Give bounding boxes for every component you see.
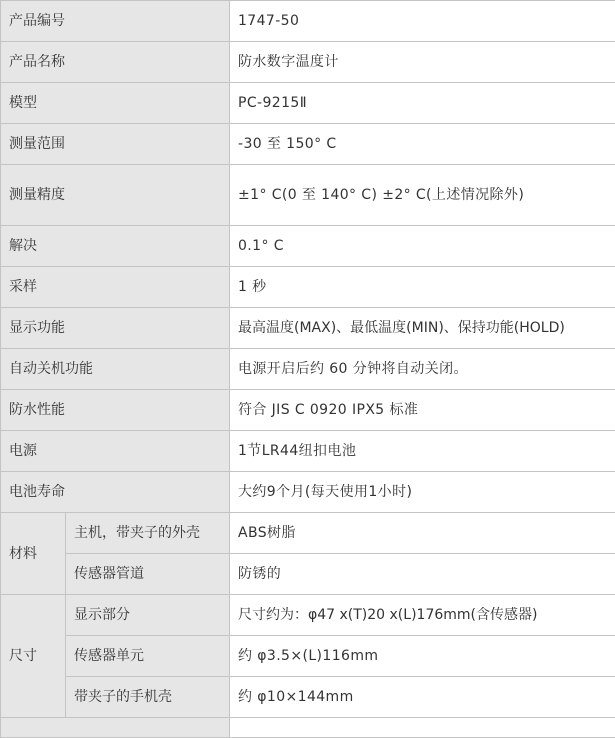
- spec-value-sensor-unit: 约 φ3.5×(L)116mm: [230, 636, 615, 677]
- spec-value-auto-power-off: 电源开启后约 60 分钟将自动关闭。: [230, 349, 615, 390]
- spec-label-product-name: 产品名称: [1, 42, 230, 83]
- spec-value-accuracy: ±1° C(0 至 140° C) ±2° C(上述情况除外): [230, 165, 615, 226]
- spec-row: [1, 513, 615, 554]
- spec-value-case-with-clip: 约 φ10×144mm: [230, 677, 615, 718]
- spec-value-sampling: 1 秒: [230, 267, 615, 308]
- spec-value-main-unit-case: ABS树脂: [230, 513, 615, 554]
- spec-label-model: 模型: [1, 83, 230, 124]
- spec-row: [1, 636, 615, 677]
- spec-value-measuring-range: -30 至 150° C: [230, 124, 615, 165]
- spec-value-product-name: 防水数字温度计: [230, 42, 615, 83]
- spec-label-accuracy: 测量精度: [1, 165, 230, 226]
- spec-row: [1, 267, 615, 308]
- spec-label-sampling: 采样: [1, 267, 230, 308]
- spec-value-waterproof: 符合 JIS C 0920 IPX5 标准: [230, 390, 615, 431]
- spec-row: [1, 431, 615, 472]
- spec-label-power-supply: 电源: [1, 431, 230, 472]
- spec-row: [1, 42, 615, 83]
- spec-label-dimensions: 尺寸: [1, 595, 66, 718]
- spec-value-battery-life: 大约9个月(每天使用1小时): [230, 472, 615, 513]
- spec-row: [1, 595, 615, 636]
- spec-value-display-function: 最高温度(MAX)、最低温度(MIN)、保持功能(HOLD): [230, 308, 615, 349]
- spec-value-display-part: 尺寸约为：φ47 x(T)20 x(L)176mm(含传感器): [230, 595, 615, 636]
- spec-label-battery-life: 电池寿命: [1, 472, 230, 513]
- spec-sublabel-main-unit-case: 主机，带夹子的外壳: [66, 513, 230, 554]
- spec-value-sensor-pipe: 防锈的: [230, 554, 615, 595]
- spec-value-model: PC-9215Ⅱ: [230, 83, 615, 124]
- spec-label-product-number: 产品编号: [1, 1, 230, 42]
- spec-value-power-supply: 1节LR44纽扣电池: [230, 431, 615, 472]
- spec-sublabel-sensor-unit: 传感器单元: [66, 636, 230, 677]
- spec-sublabel-sensor-pipe: 传感器管道: [66, 554, 230, 595]
- spec-row: [1, 165, 615, 226]
- spec-row: [1, 83, 615, 124]
- spec-row: [1, 390, 615, 431]
- spec-sublabel-display-part: 显示部分: [66, 595, 230, 636]
- spec-label-waterproof: 防水性能: [1, 390, 230, 431]
- spec-value-product-number: 1747-50: [230, 1, 615, 42]
- spec-label-resolution: 解决: [1, 226, 230, 267]
- spec-sublabel-case-with-clip: 带夹子的手机壳: [66, 677, 230, 718]
- spec-label-material: 材料: [1, 513, 66, 595]
- spec-label-display-function: 显示功能: [1, 308, 230, 349]
- spec-value-resolution: 0.1° C: [230, 226, 615, 267]
- spec-row: [1, 472, 615, 513]
- spec-row: [1, 554, 615, 595]
- spec-row: [1, 677, 615, 718]
- spec-label-auto-power-off: 自动关机功能: [1, 349, 230, 390]
- spec-label-measuring-range: 测量范围: [1, 124, 230, 165]
- spec-row: [1, 1, 615, 42]
- spec-row: [1, 226, 615, 267]
- spec-row: [1, 349, 615, 390]
- spec-row: [1, 308, 615, 349]
- spec-row: [1, 124, 615, 165]
